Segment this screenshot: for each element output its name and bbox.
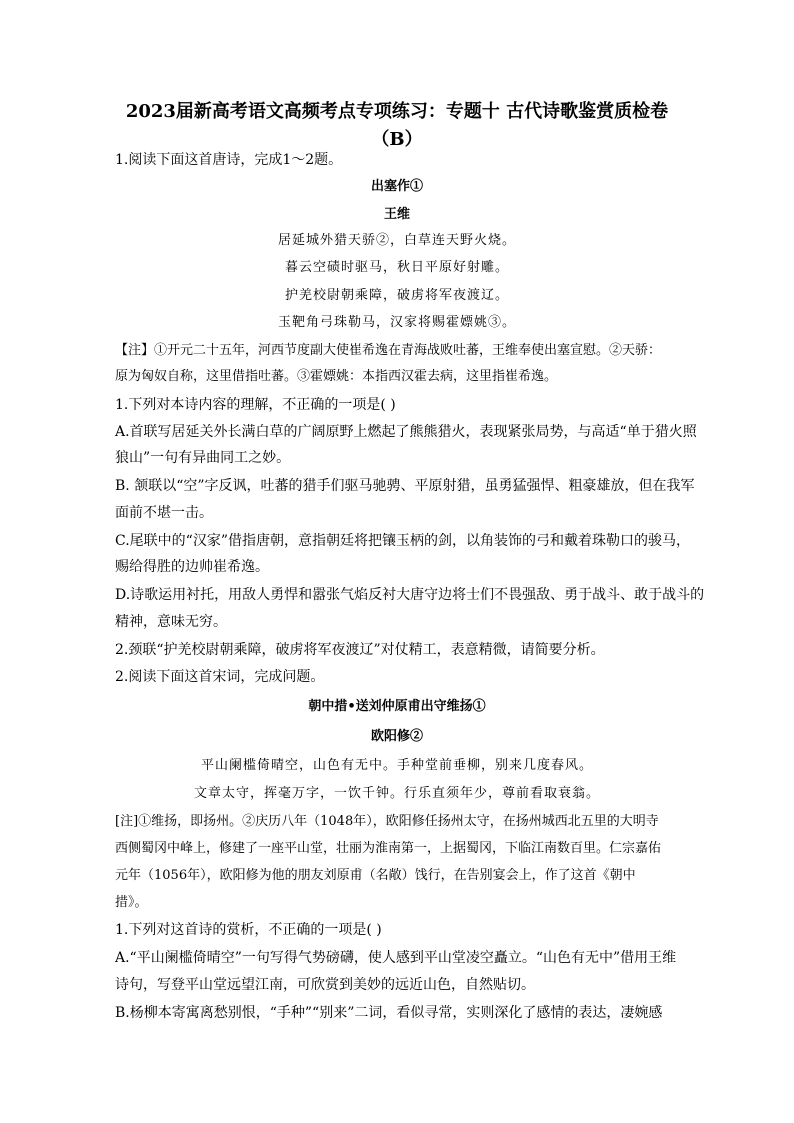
document-title xyxy=(60,98,734,154)
section2-poem-line: 平山阑槛倚晴空，山色有无中。手种堂前垂柳，别来几度春风。 xyxy=(200,758,593,773)
section2-note-line: 西侧蜀冈中峰上，修建了一座平山堂，壮丽为淮南第一，上据蜀冈，下临江南数百里。仁宗嘉佑 xyxy=(115,841,662,856)
section1-question1-option-a: A.首联写居延关外长满白草的广阔原野上燃起了熊熊猎火，表现紧张局势，与高适“单于猎火照 xyxy=(115,424,697,440)
section1-question1-option-d-cont: 精神，意味无穷。 xyxy=(115,614,227,630)
section2-note-line: 措》。 xyxy=(115,895,148,910)
section2-poem-title: 朝中措•送刘仲原甫出守维扬① xyxy=(308,699,486,714)
section1-note-line: 原为匈奴自称，这里借指吐蕃。③霍嫖姚：本指西汉霍去病，这里指崔希逸。 xyxy=(115,369,558,384)
section1-question2-stem: 2.颈联“护羌校尉朝乘障，破虏将军夜渡辽”对仗精工，表意精微，请简要分析。 xyxy=(115,642,605,658)
section1-poem-author: 王维 xyxy=(383,207,410,222)
section2-poem-line: 文章太守，挥毫万字，一饮千钟。行乐直须年少，尊前看取衰翁。 xyxy=(193,786,600,801)
section1-poem-line: 护羌校尉朝乘障，破虏将军夜渡辽。 xyxy=(284,288,509,303)
section1-poem-line: 玉靶角弓珠勒马，汉家将赐霍嫖姚③。 xyxy=(277,315,516,330)
section2-question1-option-a: A.“平山阑槛倚晴空”一句写得气势磅礴，使人感到平山堂凌空矗立。“山色有无中”借用王维 xyxy=(115,950,677,966)
section1-question1-option-c: C.尾联中的“汉家”借指唐朝，意指朝廷将把镶玉柄的剑，以角装饰的弓和戴着珠勒口的骏马， xyxy=(115,533,690,549)
section1-note-line: 【注】①开元二十五年，河西节度副大使崔希逸在青海战败吐蕃，王维奉使出塞宣慰。②天骄： xyxy=(115,343,662,358)
section2-question1-option-a-cont: 诗句，写登平山堂远望江南，可欣赏到美妙的远近山色，自然贴切。 xyxy=(115,977,535,993)
section1-question1-option-b: B. 颔联以“空”字反讽，吐蕃的猎手们驱马驰骋、平原射猎，虽勇猛强悍、粗豪雄放，但在我军 xyxy=(115,478,695,494)
section2-note-line: [注]①维扬，即扬州。②庆历八年（1048年），欧阳修任扬州太守，在扬州城西北五里的大明寺 xyxy=(115,814,659,829)
section1-intro: 1.阅读下面这首唐诗，完成1～2题。 xyxy=(115,152,343,168)
section2-question1-option-b: B.杨柳本寄寓离愁别恨，“手种”“别来”二词，看似寻常，实则深化了感情的表达，凄婉感 xyxy=(115,1005,663,1021)
section2-poem-author: 欧阳修② xyxy=(370,729,423,744)
section1-question1-option-c-cont: 赐给得胜的边帅崔希逸。 xyxy=(115,559,269,575)
section2-note-line: 元年（1056年），欧阳修为他的朋友刘原甫（名敞）饯行，在告别宴会上，作了这首《朝中 xyxy=(115,868,636,883)
section1-question1-option-b-cont: 面前不堪一击。 xyxy=(115,505,213,521)
title-line-2: （B） xyxy=(371,129,423,150)
title-line-1: 2023届新高考语文高频考点专项练习：专题十 古代诗歌鉴赏质检卷 xyxy=(125,101,669,122)
section1-question1-option-a-cont: 狼山”一句有异曲同工之妙。 xyxy=(115,450,291,466)
section1-poem-title: 出塞作① xyxy=(370,179,423,194)
section1-poem-line: 暮云空碛时驱马，秋日平原好射雕。 xyxy=(284,260,509,275)
section2-question1-stem: 1.下列对这首诗的赏析，不正确的一项是( ) xyxy=(115,922,382,938)
section1-question1-option-d: D.诗歌运用衬托，用敌人勇悍和嚣张气焰反衬大唐守边将士们不畏强敌、勇于战斗、敢于战斗的 xyxy=(115,587,705,603)
section1-poem-line: 居延城外猎天骄②，白草连天野火烧。 xyxy=(277,233,516,248)
section2-intro: 2.阅读下面这首宋词，完成问题。 xyxy=(115,669,325,685)
section1-question1-stem: 1.下列对本诗内容的理解，不正确的一项是( ) xyxy=(115,397,396,413)
